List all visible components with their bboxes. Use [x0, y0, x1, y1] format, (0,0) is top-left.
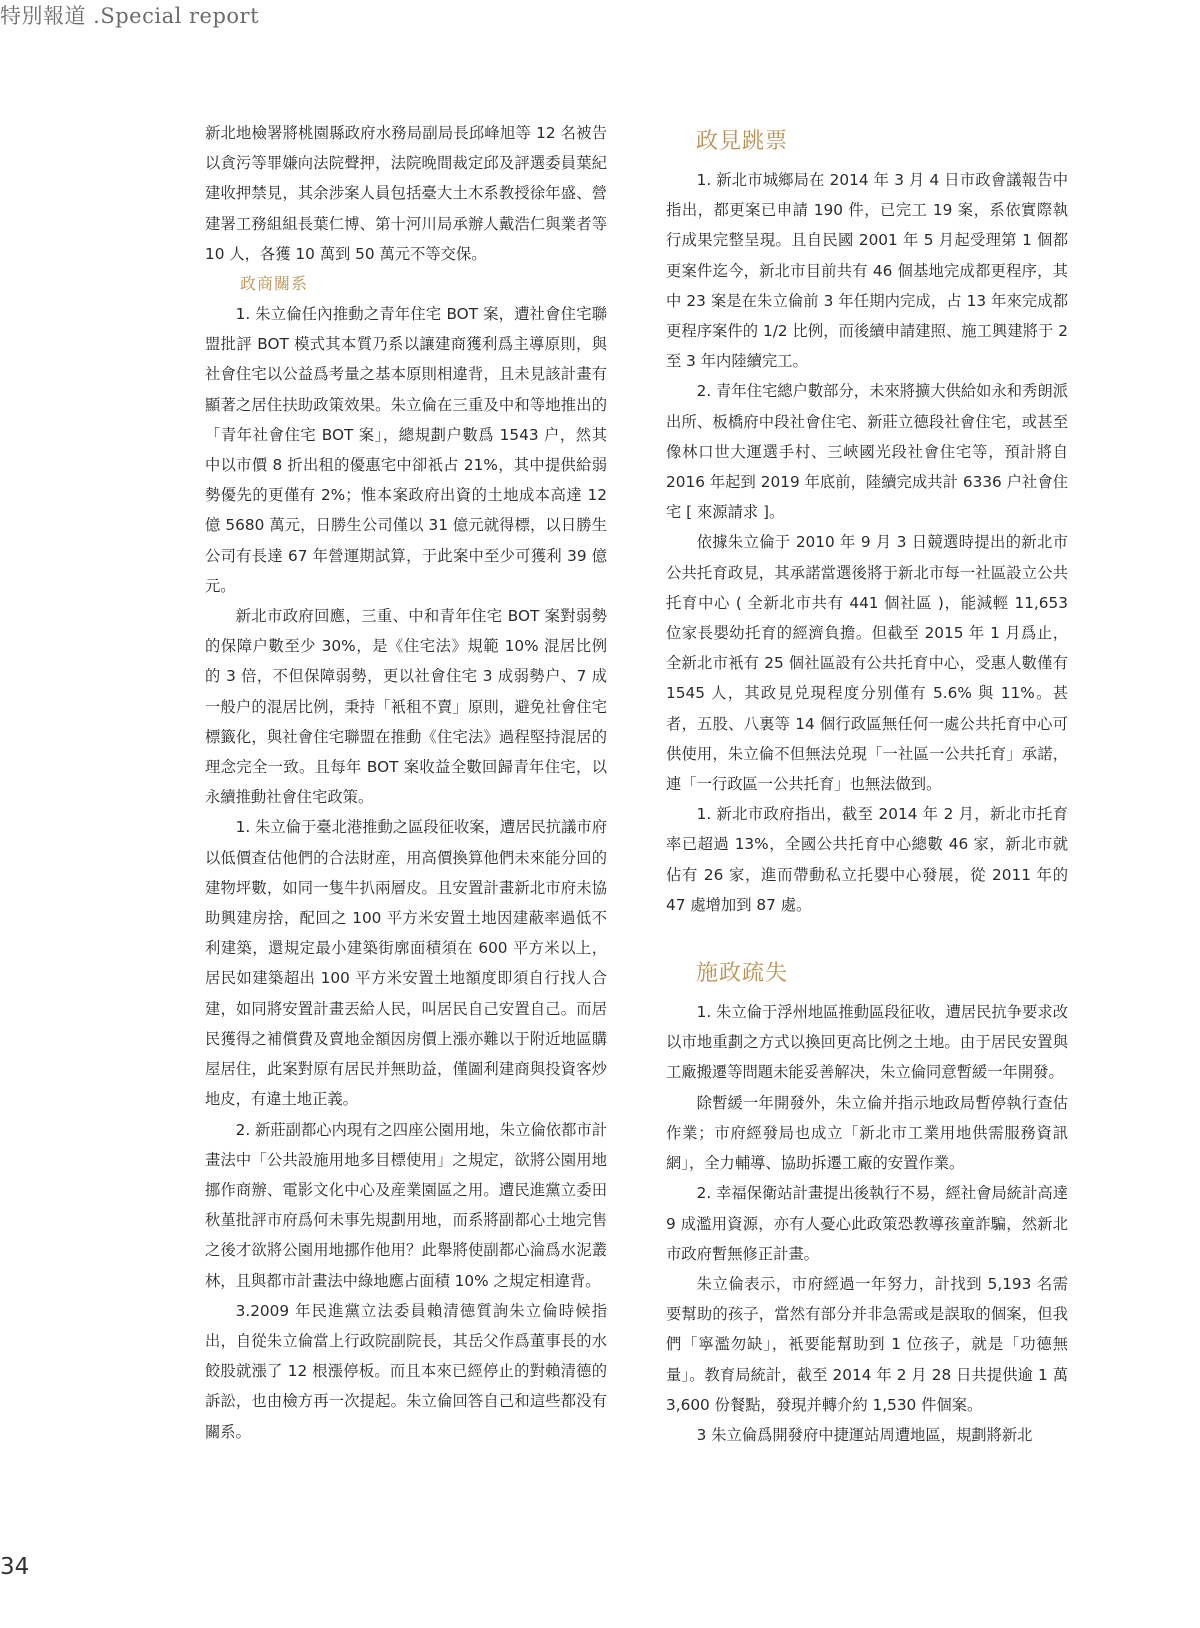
paragraph: 新北市政府回應，三重、中和青年住宅 BOT 案對弱勢的保障户數至少 30%，是《住宅法》規範 10% 混居比例的 3 倍，不但保障弱勢，更以社會住宅 3 成弱勢户、7 成一般户的混居比例，秉持「衹租不賣」原則，避免社會住宅標籤化，與社會住宅聯盟在推動《住宅法》過程堅持混居的理念完全一致。且每年 BOT 案收益全數回歸青年住宅，以永續推動社會住宅政策。	[205, 607, 607, 807]
paragraph: 3 朱立倫爲開發府中捷運站周遭地區，規劃將新北	[696, 1425, 1033, 1444]
section-heading-governance-failures: 施政疏失	[696, 961, 789, 987]
page-number: 34	[0, 1554, 30, 1580]
paragraph: 2. 青年住宅總户數部分，未來將擴大供給如永和秀朗派出所、板橋府中段社會住宅、新莊立德段社會住宅，或甚至像林口世大運選手村、三峽國光段社會住宅等，預計將自 2016 年起到 2019 年底前，陸續完成共計 6336 户社會住宅 [ 來源請求 ]。	[666, 382, 1068, 522]
left-column	[205, 118, 607, 1447]
paragraph: 1. 朱立倫任內推動之青年住宅 BOT 案，遭社會住宅聯盟批評 BOT 模式其本質乃系以讓建商獲利爲主導原則，與社會住宅以公益爲考量之基本原則相違背，且未見該計畫有顯著之居住扶助政策效果。朱立倫在三重及中和等地推出的「青年社會住宅 BOT 案」，總規劃户數爲 1543 户，然其中以市價 8 折出租的優惠宅中卻祇占 21%，其中提供給弱勢優先的更僅有 2%；惟本案政府出資的土地成本高達 12 億 5680 萬元，日勝生公司僅以 31 億元就得標，以日勝生公司有長達 67 年營運期試算，于此案中至少可獲利 39 億元。	[205, 305, 607, 595]
paragraph: 1. 新北市城鄉局在 2014 年 3 月 4 日市政會議報告中指出，都更案已申請 190 件，已完工 19 案，系依實際執行成果完整呈現。且自民國 2001 年 5 月起受理第 1 個都更案件迄今，新北市目前共有 46 個基地完成都更程序，其中 23 案是在朱立倫前 3 年任期内完成，占 13 年來完成都更程序案件的 1/2 比例，而後續申請建照、施工興建將于 2 至 3 年内陸續完工。	[666, 171, 1068, 371]
paragraph: 2. 新莊副都心内現有之四座公園用地，朱立倫依都市計畫法中「公共設施用地多目標使用」之規定，欲將公園用地挪作商辦、電影文化中心及産業園區之用。遭民進黨立委田秋堇批評市府爲何未事先規劃用地，而系將副都心土地完售之後才欲將公園用地挪作他用？此舉將使副都心淪爲水泥叢林，且與都市計畫法中綠地應占面積 10% 之規定相違背。	[205, 1120, 607, 1290]
paragraph: 1. 朱立倫于臺北港推動之區段征收案，遭居民抗議市府以低價查估他們的合法財産，用高價換算他們未來能分回的建物坪數，如同一隻牛扒兩層皮。且安置計畫新北市府未協助興建房捨，配回之 100 平方米安置土地因建蔽率過低不利建築，還規定最小建築街廓面積須在 600 平方米以上，居民如建築超出 100 平方米安置土地額度即須自行找人合建，如同將安置計畫丟給人民，叫居民自己安置自己。而居民獲得之補償費及賣地金額因房價上漲亦難以于附近地區購屋居住，此案對原有居民并無助益，僅圖利建商與投資客炒地皮，有違土地正義。	[205, 818, 607, 1109]
section-heading-policy-broken: 政見跳票	[696, 129, 789, 154]
paragraph: 2. 幸福保衛站計畫提出後執行不易，經社會局統計高達 9 成濫用資源，亦有人憂心此政策恐教導孩童詐騙，然新北市政府暫無修正計畫。	[666, 1184, 1068, 1263]
section-gap	[666, 920, 1068, 950]
paragraph: 1. 朱立倫于浮州地區推動區段征收，遭居民抗争要求改以市地重劃之方式以換回更高比例之土地。由于居民安置與工廠搬遷等問題未能妥善解决，朱立倫同意暫緩一年開發。	[666, 1003, 1068, 1082]
paragraph: 朱立倫表示，市府經過一年努力，計找到 5,193 名需要幫助的孩子，當然有部分并非急需或是誤取的個案，但我們「寧濫勿缺」，衹要能幫助到 1 位孩子，就是「功德無量」。教育局統計，截至 2014 年 2 月 28 日共提供逾 1 萬 3,600 份餐點，發現并轉介約 1,530 件個案。	[666, 1274, 1068, 1414]
section-heading-business-relations: 政商關系	[240, 274, 309, 294]
running-header: 特別報道 .Special report	[0, 4, 260, 28]
paragraph: 3.2009 年民進黨立法委員賴清德質詢朱立倫時候指出，自從朱立倫當上行政院副院長，其岳父作爲董事長的水餃股就漲了 12 根漲停板。而且本來已經停止的對賴清德的訴訟，也由檢方再一次提起。朱立倫回答自己和這些都没有關系。	[205, 1301, 607, 1441]
paragraph-intro: 新北地檢署將桃園縣政府水務局副局長邱峰旭等 12 名被告以貪污等罪嫌向法院聲押，法院晚間裁定邱及評選委員葉紀建收押禁見，其余涉案人員包括臺大土木系教授徐年盛、營建署工務組組長葉仁博、第十河川局承辦人戴浩仁與業者等 10 人，各獲 10 萬到 50 萬元不等交保。	[205, 124, 607, 263]
paragraph: 除暫緩一年開發外，朱立倫并指示地政局暫停執行查估作業；市府經發局也成立「新北市工業用地供需服務資訊網」，全力輔導、協助拆遷工廠的安置作業。	[666, 1093, 1068, 1173]
paragraph: 1. 新北市政府指出，截至 2014 年 2 月，新北市托育率已超過 13%，全國公共托育中心總數 46 家，新北市就佔有 26 家，進而帶動私立托嬰中心發展，從 2011 年的 47 處增加到 87 處。	[666, 805, 1068, 914]
paragraph: 依據朱立倫于 2010 年 9 月 3 日競選時提出的新北市公共托育政見，其承諾當選後將于新北市每一社區設立公共托育中心 ( 全新北市共有 441 個社區 )，能減輕 11,653 位家長嬰幼托育的經濟負擔。但截至 2015 年 1 月爲止，全新北市衹有 25 個社區設有公共托育中心，受惠人數僅有 1545 人，其政見兑現程度分别僅有 5.6% 與 11%。甚者，五股、八裏等 14 個行政區無任何一處公共托育中心可供使用，朱立倫不但無法兑現「一社區一公共托育」承諾，連「一行政區一公共托育」也無法做到。	[666, 533, 1068, 794]
right-column	[666, 118, 1068, 1450]
